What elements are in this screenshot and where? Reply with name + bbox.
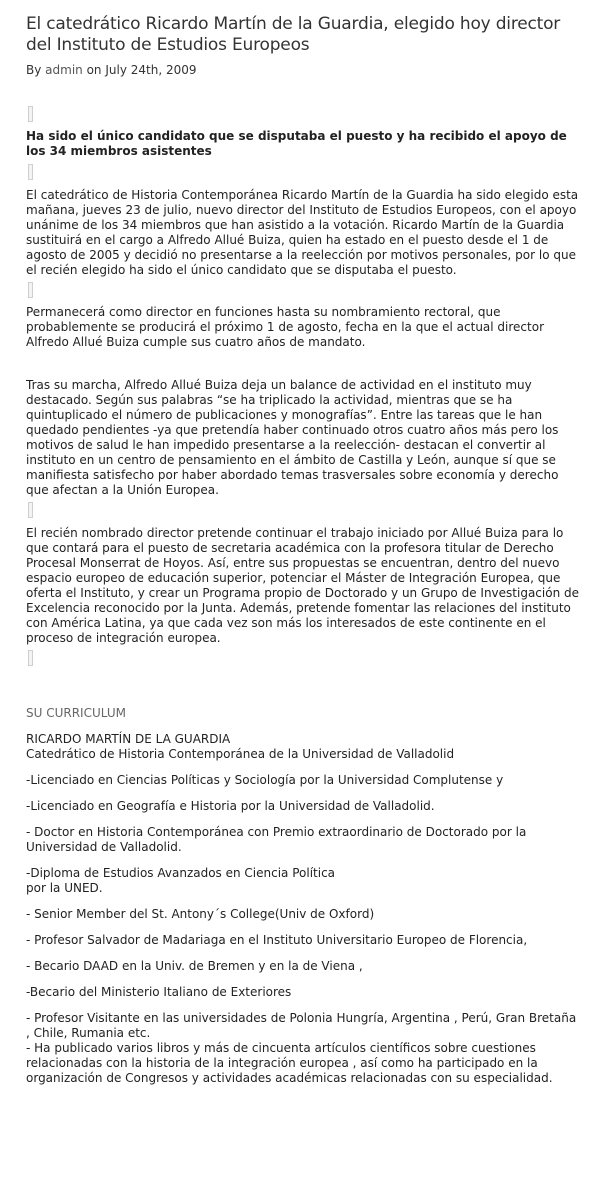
curriculum-item: - Senior Member del St. Antony´s College(Univ de Oxford): [26, 907, 375, 921]
article-paragraph: Permanecerá como director en funciones hasta su nombramiento rectoral, que probablemente se producirá el próximo 1 de agosto, fecha en la que el actual director Alfredo Allué Buiza cumple sus cuatro años de mandato.: [26, 305, 545, 349]
curriculum-heading: SU CURRICULUM: [26, 706, 126, 720]
byline-date: on July 24th, 2009: [82, 63, 197, 77]
curriculum-item: - Doctor en Historia Contemporánea con Premio extraordinario de Doctorado por la Universidad de Valladolid.: [26, 825, 527, 854]
byline-prefix: By: [26, 63, 46, 77]
image-placeholder: [28, 650, 33, 666]
curriculum-position: Catedrático de Historia Contemporánea de la Universidad de Valladolid: [26, 747, 455, 761]
curriculum-item: -Diploma de Estudios Avanzados en Ciencia Política por la UNED.: [26, 866, 336, 895]
curriculum-item: - Becario DAAD en la Univ. de Bremen y en la de Viena ,: [26, 959, 363, 973]
image-placeholder: [28, 502, 33, 518]
article-paragraph: Tras su marcha, Alfredo Allué Buiza deja un balance de actividad en el instituto muy destacado. Según sus palabras “se ha triplicado la actividad, mientras que se ha quintuplicado el número de publicaciones y monografías”. Entre las tareas que le han quedado pendientes -ya que pretendía haber continuado otros cuatro años más pero los motivos de salud le han impedido presentarse a la reelección- destacan el convertir al instituto en un centro de pensamiento en el ámbito de Castilla y León, aunque sí que se manifiesta satisfecho por haber abordado temas trasversales sobre economía y derecho que afectan a la Unión Europea.: [26, 378, 559, 497]
curriculum-item: -Licenciado en Ciencias Políticas y Sociología por la Universidad Complutense y: [26, 773, 504, 787]
curriculum-item: -Becario del Ministerio Italiano de Exteriores: [26, 985, 292, 999]
curriculum-item: - Profesor Visitante en las universidades de Polonia Hungría, Argentina , Perú, Gran Bretaña , Chile, Rumania etc. - Ha publicado varios libros y más de cincuenta artículos científicos sobre cuestiones relacionadas con la historia de la integración europea , así como ha participado en la organización de Congresos y actividades académicas relacionadas con su especialidad.: [26, 1011, 577, 1085]
curriculum-item: - Profesor Salvador de Madariaga en el Instituto Universitario Europeo de Florencia,: [26, 933, 528, 947]
curriculum-name: RICARDO MARTÍN DE LA GUARDIA: [26, 732, 231, 746]
article-paragraph: El recién nombrado director pretende continuar el trabajo iniciado por Allué Buiza para lo que contará para el puesto de secretaria académica con la profesora titular de Derecho Procesal Monserrat de Hoyos. Así, entre sus propuestas se encuentran, dentro del nuevo espacio europeo de educación superior, potenciar el Máster de Integración Europea, que oferta el Instituto, y crear un Programa propio de Doctorado y un Grupo de Investigación de Excelencia reconocido por la Junta. Además, pretende fomentar las relaciones del instituto con América Latina, ya que cada vez son más los interesados de este continente en el proceso de integración europea.: [26, 526, 579, 645]
article-subtitle: Ha sido el único candidato que se disputaba el puesto y ha recibido el apoyo de los 34 miembros asistentes: [26, 129, 567, 158]
image-placeholder: [28, 282, 33, 298]
image-placeholder: [28, 106, 33, 122]
post-byline: [26, 62, 583, 78]
article-paragraph: El catedrático de Historia Contemporánea Ricardo Martín de la Guardia ha sido elegido esta mañana, jueves 23 de julio, nuevo director del Instituto de Estudios Europeos, con el apoyo unánime de los 34 miembros que han asistido a la votación. Ricardo Martín de la Guardia sustituirá en el cargo a Alfredo Allué Buiza, quien ha estado en el puesto desde el 1 de agosto de 2005 y decidió no presentarse a la reelección por motivos personales, por lo que el recién elegido ha sido el único candidato que se disputaba el puesto.: [26, 188, 579, 277]
image-placeholder: [28, 164, 33, 180]
curriculum-item: -Licenciado en Geografía e Historia por la Universidad de Valladolid.: [26, 799, 435, 813]
author-link[interactable]: admin: [45, 63, 83, 77]
post-title: El catedrático Ricardo Martín de la Guardia, elegido hoy director del Instituto de Estudios Europeos: [26, 14, 561, 55]
